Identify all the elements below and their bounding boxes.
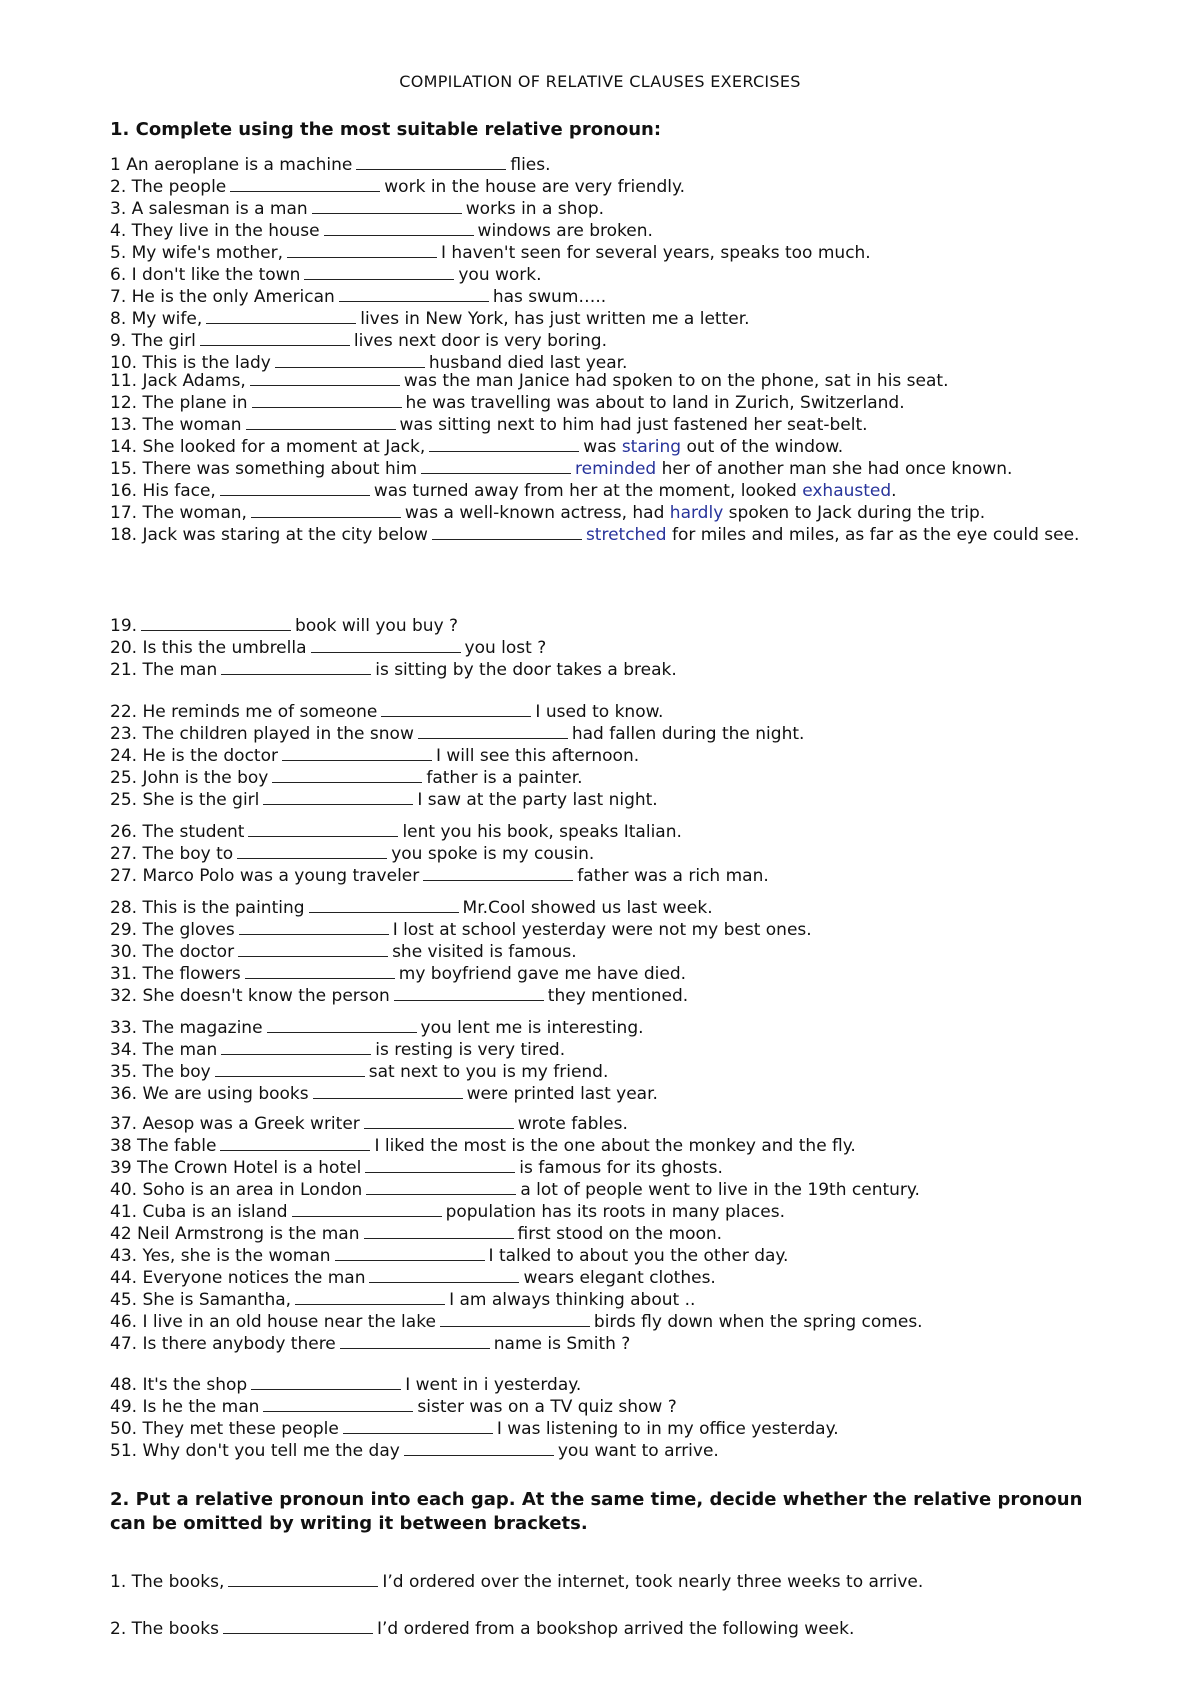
item-text-end: she visited is famous. [392,942,577,962]
item-text-end: has swum….. [492,287,607,307]
answer-blank [381,702,531,717]
item-text-end: works in a shop. [465,199,605,219]
exercise-group [110,1113,1110,1355]
item-text-start: 32. She doesn't know the person [110,986,390,1006]
exercise-item [110,308,1110,330]
exercise-item [110,286,1110,308]
exercise-item [110,1440,1110,1462]
exercise-item [110,330,1110,352]
item-text-end: I will see this afternoon. [435,746,640,766]
item-text-end: you lent me is interesting. [420,1018,644,1038]
exercise-item [110,1017,1110,1039]
item-text-start: 31. The flowers [110,964,241,984]
answer-blank [239,920,389,935]
exercise-item [110,370,1110,392]
exercise-item [110,524,1110,546]
answer-blank [335,1246,485,1261]
item-text-start: 6. I don't like the town [110,265,301,285]
item-text-end: was the man Janice had spoken to on the phone, sat in his seat. [403,371,949,391]
item-text-start: 46. I live in an old house near the lake [110,1312,436,1332]
item-text-end: lives next door is very boring. [353,331,607,351]
exercise-item [110,919,1110,941]
item-text-start: 23. The children played in the snow [110,724,414,744]
item-text-start: 20. Is this the umbrella [110,638,307,658]
item-text-end: flies. [510,155,551,175]
exercise-item [110,502,1110,524]
exercise-item [110,1618,1110,1640]
item-text-start: 12. The plane in [110,393,248,413]
answer-blank [228,1572,378,1587]
answer-blank [312,199,462,214]
item-text-end: father is a painter. [426,768,583,788]
item-text-start: 47. Is there anybody there [110,1334,336,1354]
exercise-item [110,392,1110,414]
item-text-end: is sitting by the door takes a break. [375,660,677,680]
item-text-tail: her of another man she had once known. [656,459,1013,479]
exercise-item [110,220,1110,242]
exercise-item [110,941,1110,963]
item-text-end: name is Smith ? [493,1334,631,1354]
answer-blank [292,1202,442,1217]
item-text-start: 2. The books [110,1619,219,1639]
highlighted-word: reminded [575,459,657,479]
answer-blank [324,221,474,236]
item-text-start: 7. He is the only American [110,287,335,307]
answer-blank [339,287,489,302]
exercise-item [110,767,1110,789]
exercise-item [110,1311,1110,1333]
answer-blank [206,309,356,324]
item-text-end: I am always thinking about .. [449,1290,696,1310]
item-text-end: they mentioned. [547,986,689,1006]
exercise-item [110,176,1110,198]
answer-blank [275,353,425,368]
item-text-end: you want to arrive. [557,1441,719,1461]
answer-blank [221,1040,371,1055]
item-text-end: wears elegant clothes. [523,1268,716,1288]
answer-blank [282,746,432,761]
item-text-end: sat next to you is my friend. [368,1062,609,1082]
exercise-item [110,963,1110,985]
item-text-start: 45. She is Samantha, [110,1290,292,1310]
item-text-start: 34. The man [110,1040,218,1060]
item-text-end: I saw at the party last night. [417,790,658,810]
item-text-start: 43. Yes, she is the woman [110,1246,331,1266]
exercise-group [110,154,1110,374]
item-text-start: 26. The student [110,822,245,842]
item-text-start: 25. She is the girl [110,790,260,810]
highlighted-word: hardly [669,503,724,523]
answer-blank [238,942,388,957]
answer-blank [304,265,454,280]
item-text-start: 33. The magazine [110,1018,263,1038]
item-text-start: 2. The people [110,177,227,197]
item-text-end: first stood on the moon. [517,1224,723,1244]
exercise-item [110,615,1110,637]
item-text-start: 44. Everyone notices the man [110,1268,366,1288]
item-text-start: 35. The boy [110,1062,211,1082]
item-text-start: 10. This is the lady [110,353,271,373]
item-text-end: I talked to about you the other day. [488,1246,789,1266]
answer-blank [404,1441,554,1456]
item-text-start: 16. His face, [110,481,216,501]
exercise-item [110,789,1110,811]
section-2-heading: 2. Put a relative pronoun into each gap. At the same time, decide whether the relative pronoun can be omitted by writing it between brackets. [110,1489,1083,1534]
answer-blank [220,481,370,496]
exercise-group [110,370,1110,546]
item-text-end: lives in New York, has just written me a letter. [360,309,750,329]
answer-blank [252,393,402,408]
item-text-end: sister was on a TV quiz show ? [417,1397,677,1417]
item-text-end: you work. [458,265,542,285]
item-text-start: 8. My wife, [110,309,203,329]
item-text-start: 21. The man [110,660,218,680]
exercise-item [110,985,1110,1007]
exercise-item [110,745,1110,767]
item-text-start: 37. Aesop was a Greek writer [110,1114,360,1134]
answer-blank [200,331,350,346]
item-text-start: 17. The woman, [110,503,247,523]
exercise-group [110,897,1110,1007]
item-text-end: was a well-known actress, had [404,503,670,523]
answer-blank [250,371,400,386]
answer-blank [394,986,544,1001]
answer-blank [366,1180,516,1195]
exercise-item [110,637,1110,659]
answer-blank [432,525,582,540]
exercise-2-item [110,1571,1110,1593]
answer-blank [246,415,396,430]
item-text-start: 49. Is he the man [110,1397,260,1417]
item-text-end: population has its roots in many places. [445,1202,785,1222]
exercise-group [110,1017,1110,1105]
item-text-end: wrote fables. [517,1114,628,1134]
item-text-start: 36. We are using books [110,1084,309,1104]
exercise-item [110,480,1110,502]
answer-blank [311,638,461,653]
item-text-start: 3. A salesman is a man [110,199,308,219]
answer-blank [423,866,573,881]
item-text-start: 27. The boy to [110,844,234,864]
item-text-end: I liked the most is the one about the monkey and the fly. [374,1136,856,1156]
item-text-end: was sitting next to him had just fastened her seat-belt. [399,415,868,435]
answer-blank [251,1375,401,1390]
answer-blank [141,616,291,631]
page-title: COMPILATION OF RELATIVE CLAUSES EXERCISES [399,72,801,91]
answer-blank [230,177,380,192]
item-text-start: 28. This is the painting [110,898,305,918]
answer-blank [364,1224,514,1239]
exercise-item [110,1267,1110,1289]
exercise-item [110,1113,1110,1135]
answer-blank [295,1290,445,1305]
exercise-item [110,1135,1110,1157]
answer-blank [237,844,387,859]
item-text-end: a lot of people went to live in the 19th century. [520,1180,920,1200]
item-text-end: I haven't seen for several years, speaks too much. [441,243,871,263]
exercise-item [110,1061,1110,1083]
exercise-item [110,1157,1110,1179]
exercise-item [110,843,1110,865]
item-text-start: 5. My wife's mother, [110,243,284,263]
answer-blank [248,822,398,837]
item-text-end: lent you his book, speaks Italian. [402,822,682,842]
item-text-end: birds fly down when the spring comes. [593,1312,923,1332]
answer-blank [267,1018,417,1033]
item-text-end: I was listening to in my office yesterday. [496,1419,839,1439]
highlighted-word: staring [621,437,682,457]
highlighted-word: exhausted [802,481,892,501]
item-text-end: he was travelling was about to land in Zurich, Switzerland. [405,393,905,413]
item-text-end: is resting is very tired. [375,1040,566,1060]
exercise-item [110,1223,1110,1245]
exercise-item [110,1374,1110,1396]
exercise-item [110,154,1110,176]
item-text-end: was turned away from her at the moment, looked [373,481,803,501]
item-text-end: Mr.Cool showed us last week. [462,898,713,918]
answer-blank [369,1268,519,1283]
answer-blank [263,1397,413,1412]
item-text-end: had fallen during the night. [571,724,805,744]
answer-blank [421,459,571,474]
exercise-group [110,1374,1110,1462]
exercise-group [110,701,1110,811]
item-text-end: I lost at school yesterday were not my best ones. [392,920,812,940]
item-text-end: book will you buy ? [295,616,459,636]
item-text-end: I’d ordered from a bookshop arrived the following week. [376,1619,855,1639]
item-text-start: 30. The doctor [110,942,235,962]
exercise-item [110,897,1110,919]
item-text-end: I’d ordered over the internet, took nearly three weeks to arrive. [382,1572,924,1592]
item-text-end: my boyfriend gave me have died. [398,964,687,984]
exercise-item [110,242,1110,264]
exercise-item [110,1245,1110,1267]
item-text-tail: spoken to Jack during the trip. [723,503,986,523]
item-text-start: 4. They live in the house [110,221,320,241]
item-text-start: 22. He reminds me of someone [110,702,378,722]
item-text-start: 1 An aeroplane is a machine [110,155,353,175]
exercise-item [110,821,1110,843]
item-text-end: I went in i yesterday. [405,1375,582,1395]
item-text-start: 42 Neil Armstrong is the man [110,1224,360,1244]
answer-blank [245,964,395,979]
exercise-group [110,615,1110,681]
answer-blank [365,1158,515,1173]
item-text-start: 48. It's the shop [110,1375,248,1395]
item-text-start: 19. [110,616,138,636]
exercise-item [110,198,1110,220]
exercise-item [110,1179,1110,1201]
answer-blank [287,243,437,258]
item-text-start: 40. Soho is an area in London [110,1180,363,1200]
exercise-item [110,1571,1110,1593]
answer-blank [309,898,459,913]
item-text-tail: for miles and miles, as far as the eye could see. [666,525,1080,545]
item-text-end: windows are broken. [477,221,653,241]
item-text-end: husband died last year. [428,353,628,373]
exercise-item [110,1039,1110,1061]
answer-blank [356,155,506,170]
item-text-end: you lost ? [464,638,547,658]
answer-blank [429,437,579,452]
answer-blank [263,790,413,805]
item-text-start: 50. They met these people [110,1419,339,1439]
answer-blank [251,503,401,518]
item-text-start: 14. She looked for a moment at Jack, [110,437,426,457]
exercise-2-item [110,1618,1110,1640]
answer-blank [215,1062,365,1077]
answer-blank [343,1419,493,1434]
section-1-heading: 1. Complete using the most suitable relative pronoun: [110,119,662,140]
item-text-start: 25. John is the boy [110,768,269,788]
item-text-tail: out of the window. [681,437,844,457]
item-text-end: is famous for its ghosts. [519,1158,723,1178]
exercise-item [110,1418,1110,1440]
item-text-start: 24. He is the doctor [110,746,278,766]
exercise-item [110,701,1110,723]
exercise-item [110,1083,1110,1105]
item-text-start: 27. Marco Polo was a young traveler [110,866,420,886]
answer-blank [440,1312,590,1327]
item-text-end: work in the house are very friendly. [384,177,686,197]
item-text-end: were printed last year. [466,1084,658,1104]
answer-blank [221,660,371,675]
answer-blank [220,1136,370,1151]
highlighted-word: stretched [585,525,667,545]
exercise-item [110,865,1110,887]
item-text-end: you spoke is my cousin. [391,844,595,864]
exercise-item [110,1396,1110,1418]
item-text-end: I used to know. [535,702,664,722]
item-text-start: 38 The fable [110,1136,217,1156]
answer-blank [418,724,568,739]
answer-blank [313,1084,463,1099]
item-text-tail: . [891,481,897,501]
item-text-start: 51. Why don't you tell me the day [110,1441,400,1461]
exercise-item [110,723,1110,745]
item-text-end: was [583,437,622,457]
answer-blank [223,1619,373,1634]
item-text-start: 18. Jack was staring at the city below [110,525,428,545]
exercise-group [110,821,1110,887]
answer-blank [340,1334,490,1349]
item-text-start: 39 The Crown Hotel is a hotel [110,1158,362,1178]
answer-blank [364,1114,514,1129]
exercise-item [110,1201,1110,1223]
exercise-item [110,414,1110,436]
item-text-start: 9. The girl [110,331,196,351]
answer-blank [272,768,422,783]
exercise-item [110,1333,1110,1355]
item-text-start: 1. The books, [110,1572,225,1592]
exercise-item [110,659,1110,681]
item-text-start: 41. Cuba is an island [110,1202,288,1222]
item-text-start: 29. The gloves [110,920,235,940]
exercise-item [110,436,1110,458]
exercise-item [110,264,1110,286]
item-text-start: 15. There was something about him [110,459,418,479]
exercise-item [110,458,1110,480]
item-text-start: 13. The woman [110,415,242,435]
item-text-end: father was a rich man. [577,866,769,886]
exercise-item [110,1289,1110,1311]
item-text-start: 11. Jack Adams, [110,371,246,391]
